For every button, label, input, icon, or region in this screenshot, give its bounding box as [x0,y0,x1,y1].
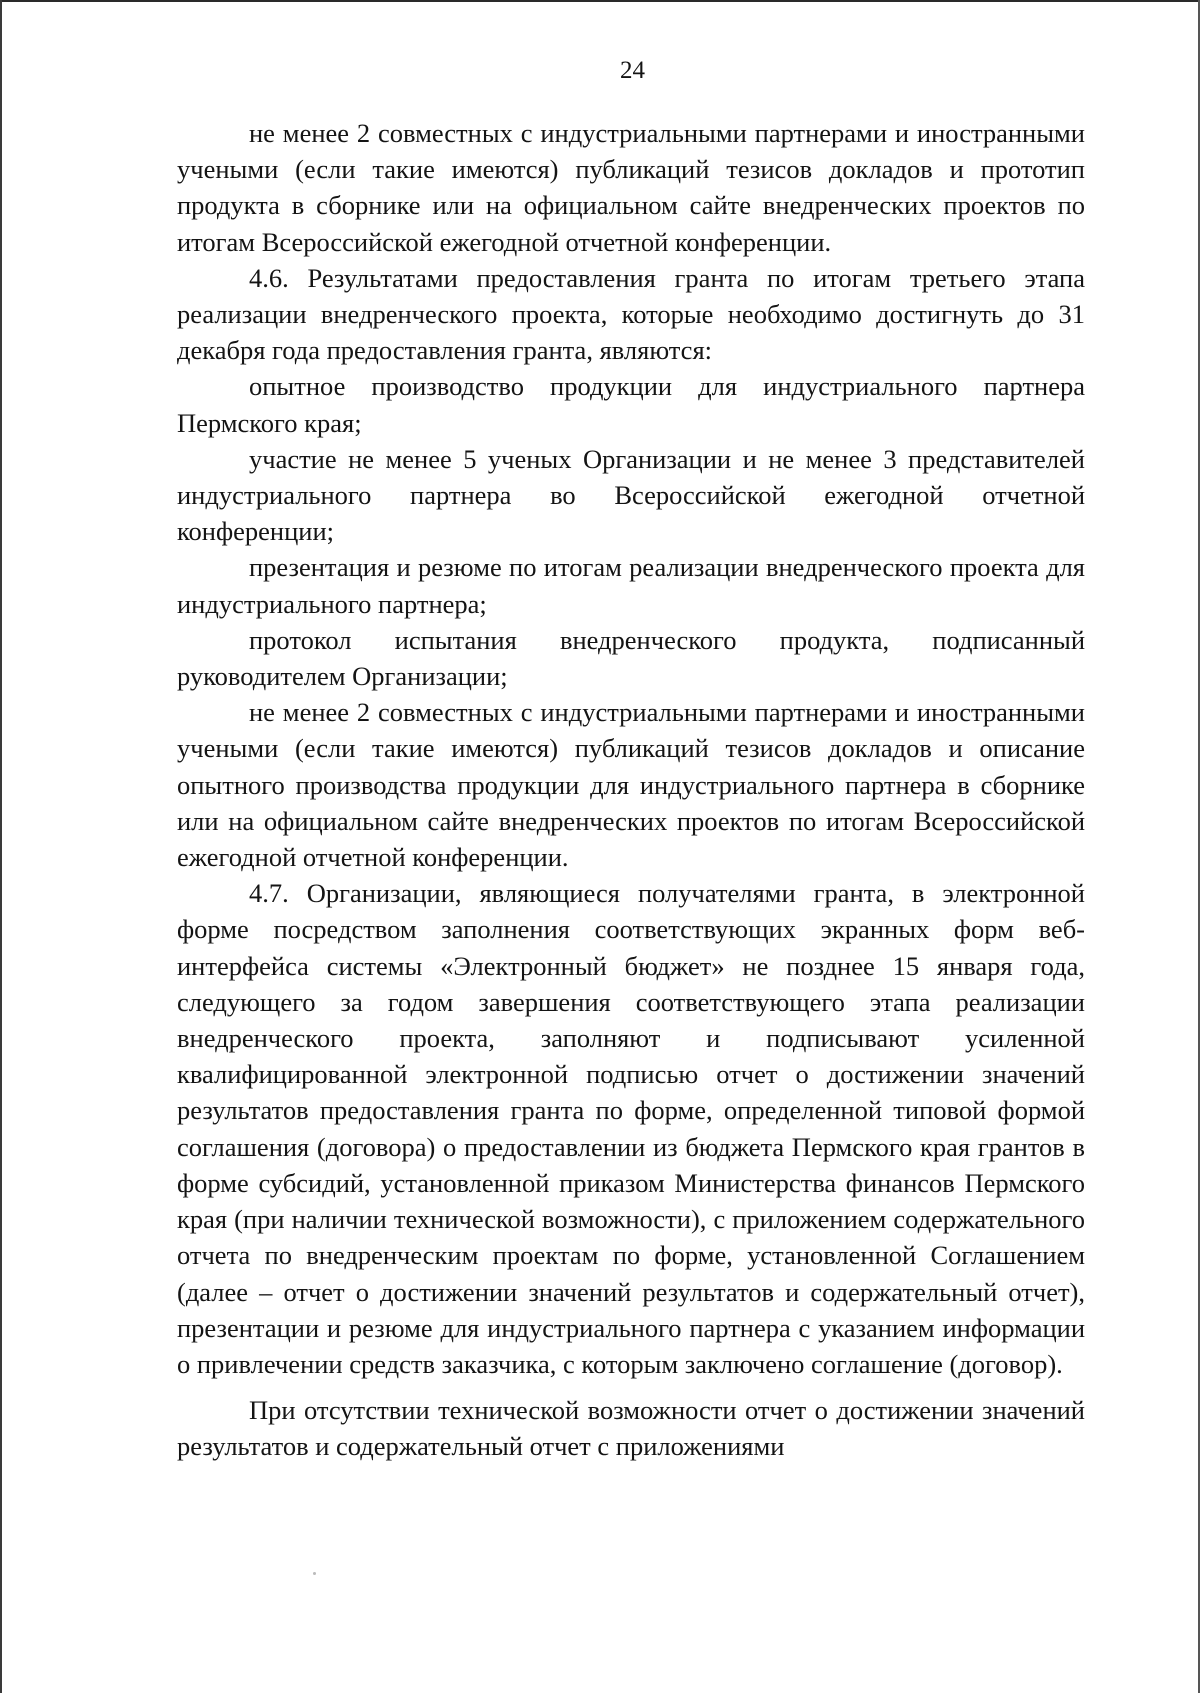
paragraph-no-technical-possibility: При отсутствии технической возможности отчет о достижении значений результатов и содержательный отчет с приложениями [177,1395,1085,1462]
scan-border-left [0,0,2,1693]
paragraph-publications-stage2: не менее 2 совместных с индустриальными партнерами и иностранными учеными (если такие имеются) публикаций тезисов докладов и прототип продукта в сборнике или на официальном сайте внедренческих проектов по итогам Всероссийской ежегодной отчетной конференции. [177,118,1085,257]
list-item-presentation-resume: презентация и резюме по итогам реализации внедренческого проекта для индустриального партнера; [177,552,1085,619]
page-number: 24 [620,57,645,84]
list-item-publications-stage3: не менее 2 совместных с индустриальными партнерами и иностранными учеными (если такие имеются) публикаций тезисов докладов и описание опытного производства продукции для индустриального партнера в сборнике или на официальном сайте внедренческих проектов по итогам Всероссийской ежегодной отчетной конференции. [177,697,1085,873]
list-item-conference-participation: участие не менее 5 ученых Организации и не менее 3 представителей индустриального партнера во Всероссийской ежегодной отчетной конференции; [177,443,1085,547]
paragraph-4-6-results-stage3: 4.6. Результатами предоставления гранта по итогам третьего этапа реализации внедренческого проекта, которые необходимо достигнуть до 31 декабря года предоставления гранта, являются: [177,262,1085,366]
scan-speck [313,1572,316,1575]
paragraph-4-7-reporting: 4.7. Организации, являющиеся получателями гранта, в электронной форме посредством заполнения соответствующих экранных форм веб-интерфейса системы «Электронный бюджет» не позднее 15 января года, следующего за годом завершения соответствующего этапа реализации внедренческого проекта, заполняют и подписывают усиленной квалифицированной электронной подписью отчет о достижении значений результатов предоставления гранта по форме, определенной типовой формой соглашения (договора) о предоставлении из бюджета Пермского края грантов в форме субсидий, установленной приказом Министерства финансов Пермского края (при наличии технической возможности), с приложением содержательного отчета по внедренческим проектам по форме, установленной Соглашением (далее – отчет о достижении значений результатов и содержательный отчет), презентации и резюме для индустриального партнера с указанием информации о привлечении средств заказчика, с которым заключено соглашение (договор). [177,878,1085,1379]
list-item-pilot-production: опытное производство продукции для индустриального партнера Пермского края; [177,371,1085,438]
list-item-test-protocol: протокол испытания внедренческого продукта, подписанный руководителем Организации; [177,624,1085,692]
document-body [177,115,1085,1465]
scan-border-top [0,0,1200,2]
